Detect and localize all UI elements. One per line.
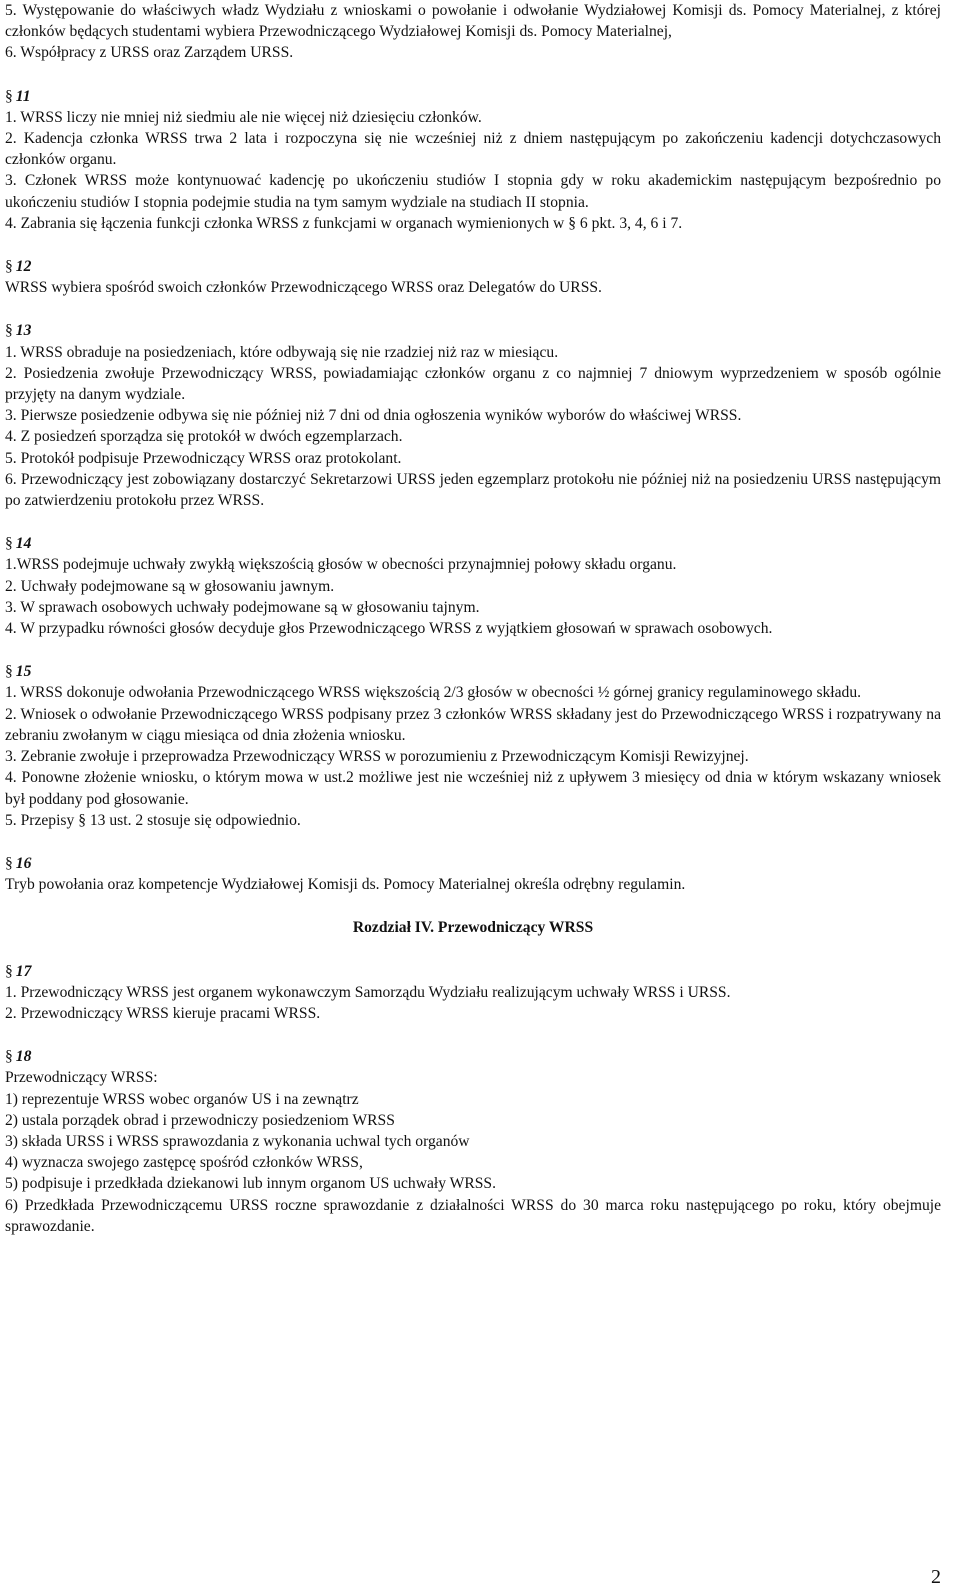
paragraph: 1. WRSS dokonuje odwołania Przewodniczącego WRSS większością 2/3 głosów w obecności ½ górnej granicy regulaminowego składu. [5,684,862,702]
paragraph: WRSS wybiera spośród swoich członków Przewodniczącego WRSS oraz Delegatów do URSS. [5,279,602,297]
paragraph: 1) reprezentuje WRSS wobec organów US i na zewnątrz [5,1090,359,1108]
section-symbol: § [5,258,13,276]
paragraph: 5. Występowanie do właściwych władz Wydziału z wnioskami o powołanie i odwołanie Wydziałowej Komisji ds. Pomocy Materialnej, z której członków będących studentami wybiera Przewodniczącego Wydziałowej Komisji ds. Pomocy Materialnej, [5,2,941,41]
paragraph: 2. Uchwały podejmowane są w głosowaniu jawnym. [5,577,335,595]
paragraph: 1. Przewodniczący WRSS jest organem wykonawczym Samorządu Wydziału realizującym uchwały WRSS i URSS. [5,983,731,1001]
section-symbol: § [5,535,13,553]
section-number: 13 [15,322,32,340]
paragraph-gap [5,939,941,961]
paragraph: 1.WRSS podejmuje uchwały zwykłą większością głosów w obecności przynajmniej połowy składu organu. [5,556,677,574]
paragraph: 2) ustala porządek obrad i przewodniczy posiedzeniom WRSS [5,1111,395,1129]
paragraph: 6. Przewodniczący jest zobowiązany dostarczyć Sekretarzowi URSS jeden egzemplarz protokołu nie później niż na posiedzeniu URSS następującym po zatwierdzeniu protokołu przez WRSS. [5,470,941,510]
section-number: 12 [15,258,32,276]
paragraph: 5. Protokół podpisuje Przewodniczący WRSS oraz protokolant. [5,449,402,467]
section-number: 18 [15,1048,32,1066]
section-heading [5,320,941,341]
paragraph-gap [5,639,941,661]
section-heading [5,86,941,107]
paragraph: 2. Wniosek o odwołanie Przewodniczącego WRSS podpisany przez 3 członków WRSS składany jest do Przewodniczącego WRSS i rozpatrywany na zebraniu zwołanym w ciągu miesiąca od dnia złożenia wniosku. [5,705,941,744]
paragraph-gap [5,511,941,533]
section-symbol: § [5,1048,13,1066]
paragraph-gap [5,298,941,320]
paragraph: 2. Posiedzenia zwołuje Przewodniczący WRSS, powiadamiając członków organu z co najmniej 7 dniowym wyprzedzeniem w sposób ogólnie przyjęty na danym wydziale. [5,364,941,404]
section-heading [5,533,941,554]
paragraph: 5. Przepisy § 13 ust. 2 stosuje się odpowiednio. [5,811,301,829]
section-heading [5,853,941,874]
section-number: 11 [15,87,31,105]
paragraph: 3. Członek WRSS może kontynuować kadencję po ukończeniu studiów I stopnia gdy w roku akademickim następującym bezpośrednio po ukończeniu studiów I stopnia podejmie studia na tym samym wydziale na studiach II stopnia. [5,172,941,211]
paragraph: 4. W przypadku równości głosów decyduje głos Przewodniczącego WRSS z wyjątkiem głosowań w sprawach osobowych. [5,620,773,638]
page-number: 2 [931,1566,941,1588]
paragraph: Tryb powołania oraz kompetencje Wydziałowej Komisji ds. Pomocy Materialnej określa odrębny regulamin. [5,876,686,894]
section-number: 17 [15,962,32,980]
section-heading [5,961,941,982]
section-symbol: § [5,663,13,681]
section-heading [5,1046,941,1067]
paragraph-gap [5,64,941,86]
paragraph: 2. Kadencja członka WRSS trwa 2 lata i rozpoczyna się nie wcześniej niż z dniem następującym po zakończeniu kadencji dotychczasowych członków organu. [5,130,941,169]
paragraph: 3) składa URSS i WRSS sprawozdania z wykonania uchwal tych organów [5,1132,470,1150]
section-number: 14 [15,535,32,553]
section-symbol: § [5,87,13,105]
paragraph: Przewodniczący WRSS: [5,1069,158,1087]
paragraph: 3. W sprawach osobowych uchwały podejmowane są w głosowaniu tajnym. [5,598,480,616]
paragraph-gap [5,895,941,917]
section-number: 15 [15,663,32,681]
section-symbol: § [5,854,13,872]
paragraph: 4. Ponowne złożenie wniosku, o którym mowa w ust.2 możliwe jest nie wcześniej niż z upływem 3 miesięcy od dnia w którym wskazany wniosek był poddany pod głosowanie. [5,769,941,808]
chapter-heading: Rozdział IV. Przewodniczący WRSS [352,919,594,937]
paragraph-gap [5,234,941,256]
paragraph: 4) wyznacza swojego zastępcę spośród członków WRSS, [5,1154,363,1172]
section-symbol: § [5,962,13,980]
document-body [5,0,941,1237]
paragraph: 6. Współpracy z URSS oraz Zarządem URSS. [5,44,294,62]
section-number: 16 [15,854,32,872]
paragraph: 2. Przewodniczący WRSS kieruje pracami WRSS. [5,1004,321,1022]
section-heading [5,661,941,682]
paragraph: 1. WRSS obraduje na posiedzeniach, które odbywają się nie rzadziej niż raz w miesiącu. [5,343,559,361]
paragraph: 6) Przedkłada Przewodniczącemu URSS roczne sprawozdanie z działalności WRSS do 30 marca roku następującego po roku, który obejmuje sprawozdanie. [5,1196,941,1235]
paragraph: 5) podpisuje i przedkłada dziekanowi lub innym organom US uchwały WRSS. [5,1175,496,1193]
section-heading [5,256,941,277]
paragraph: 4. Zabrania się łączenia funkcji członka WRSS z funkcjami w organach wymienionych w § 6 pkt. 3, 4, 6 i 7. [5,214,683,232]
paragraph: 1. WRSS liczy nie mniej niż siedmiu ale nie więcej niż dziesięciu członków. [5,108,482,126]
paragraph: 3. Pierwsze posiedzenie odbywa się nie później niż 7 dni od dnia ogłoszenia wyników wyborów do właściwej WRSS. [5,407,742,425]
paragraph-gap [5,831,941,853]
paragraph: 4. Z posiedzeń sporządza się protokół w dwóch egzemplarzach. [5,428,403,446]
paragraph: 3. Zebranie zwołuje i przeprowadza Przewodniczący WRSS w porozumieniu z Przewodniczącym Komisji Rewizyjnej. [5,748,749,766]
section-symbol: § [5,322,13,340]
paragraph-gap [5,1024,941,1046]
